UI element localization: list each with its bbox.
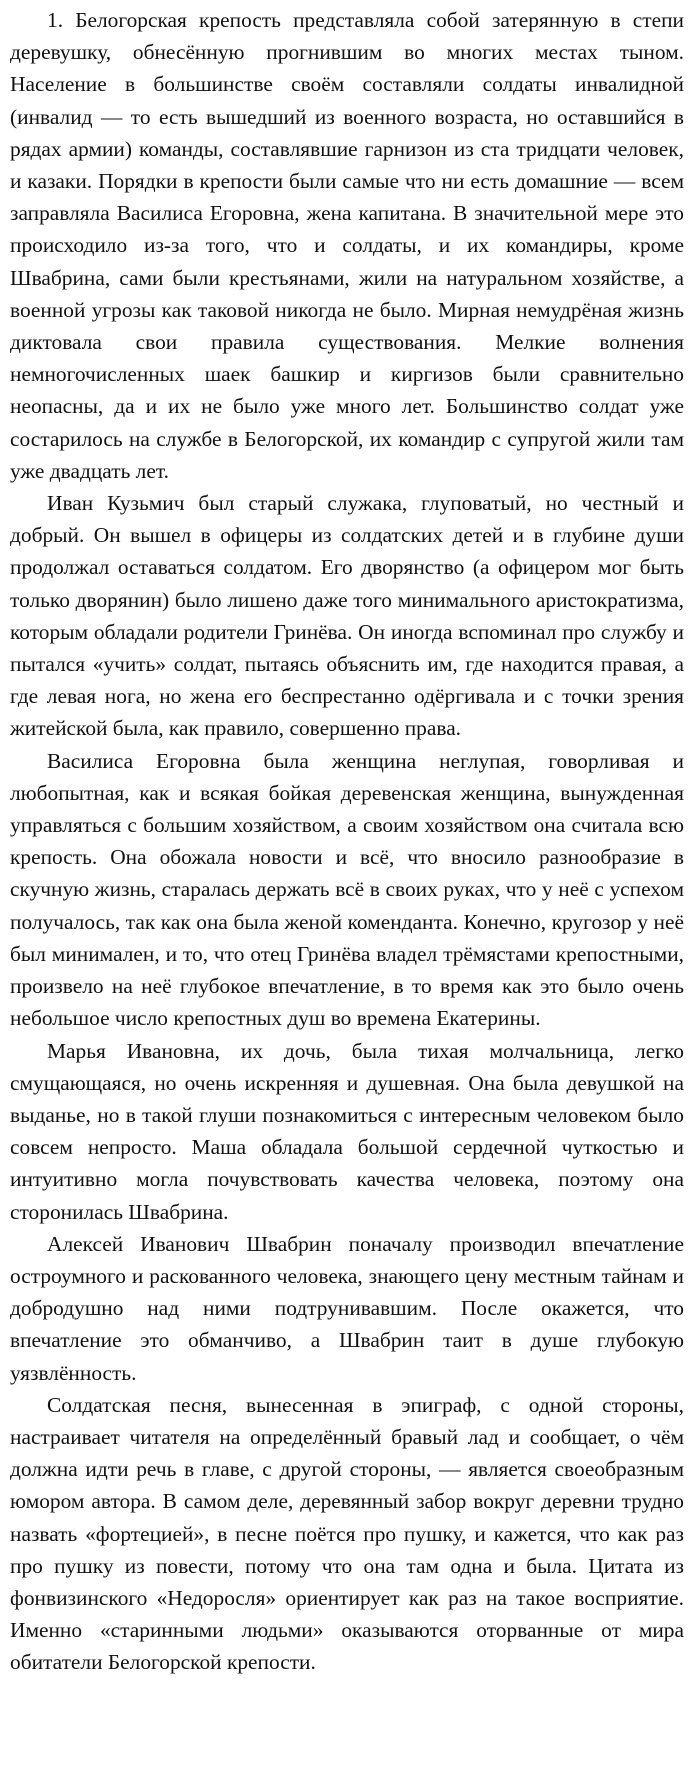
paragraph-marya-ivanovna: Марья Ивановна, их дочь, была тихая молчальница, легко смущающаяся, но очень искренняя и душевная. Она была девушкой на выданье, но в такой глуши познакомиться с интересным человеком было совсем непросто. Маша обладала большой сердечной чуткостью и интуитивно могла почувствовать качества человека, поэтому она сторонилась Швабрина. xyxy=(10,1038,684,1224)
paragraph-shvabrin: Алексей Иванович Швабрин поначалу производил впечатление остроумного и раскованного человека, знающего цену местным тайнам и добродушно над ними подтрунивавшим. После окажется, что впечатление это обманчиво, а Швабрин таит в душе глубокую уязвлённость. xyxy=(10,1231,684,1385)
paragraph-vasilisa-egorovna: Василиса Егоровна была женщина неглупая, говорливая и любопытная, как и всякая бойкая деревенская женщина, вынужденная управляться с большим хозяйством, а своим хозяйством она считала всю крепость. Она обожала новости и всё, что вносило разнообразие в скучную жизнь, старалась держать всё в своих руках, что у неё с успехом получалось, так как она была женой коменданта. Конечно, кругозор у неё был минимален, и то, что отец Гринёва владел трёмястами крепостными, произвело на неё глубокое впечатление, в то время как это было очень небольшое число крепостных душ во времена Екатерины. xyxy=(10,748,684,1031)
paragraph-belogorsk-fortress: 1. Белогорская крепость представляла собой затерянную в степи деревушку, обнесённую прогнившим во многих местах тыном. Население в большинстве своём составляли солдаты инвалидной (инвалид — то есть вышедший из военного возраста, но оставшийся в рядах армии) команды, составлявшие гарнизон из ста тридцати человек, и казаки. Порядки в крепости были самые что ни есть домашние — всем заправляла Василиса Егоровна, жена капитана. В значительной мере это происходило из-за того, что и солдаты, и их командиры, кроме Швабрина, сами были крестьянами, жили на натуральном хозяйстве, а военной угрозы как таковой никогда не было. Мирная немудрёная жизнь диктовала свои правила существования. Мелкие волнения немногочисленных шаек башкир и киргизов были сравнительно неопасны, да и их не было уже много лет. Большинство солдат уже состарилось на службе в Белогорской, их командир с супругой жили там уже двадцать лет. xyxy=(10,8,684,483)
paragraph-soldier-song-epigraph: Солдатская песня, вынесенная в эпиграф, с одной стороны, настраивает читателя на определённый бравый лад и сообщает, о чём должна идти речь в главе, с другой стороны, — является своеобразным юмором автора. В самом деле, деревянный забор вокруг деревни трудно назвать «фортецией», в песне поётся про пушку, и кажется, что как раз про пушку из повести, потому что она там одна и была. Цитата из фонвизинского «Недоросля» ориентирует как раз на такое восприятие. Именно «старинными людьми» оказываются оторванные от мира обитатели Белогорской крепости. xyxy=(10,1392,684,1675)
paragraph-ivan-kuzmich: Иван Кузьмич был старый служака, глуповатый, но честный и добрый. Он вышел в офицеры из солдатских детей и в глубине души продолжал оставаться солдатом. Его дворянство (а офицером мог быть только дворянин) было лишено даже того минимального аристократизма, которым обладали родители Гринёва. Он иногда вспоминал про службу и пытался «учить» солдат, пытаясь объяснить им, где находится правая, а где левая нога, но жена его беспрестанно одёргивала и с точки зрения житейской была, как правило, совершенно права. xyxy=(10,491,684,741)
